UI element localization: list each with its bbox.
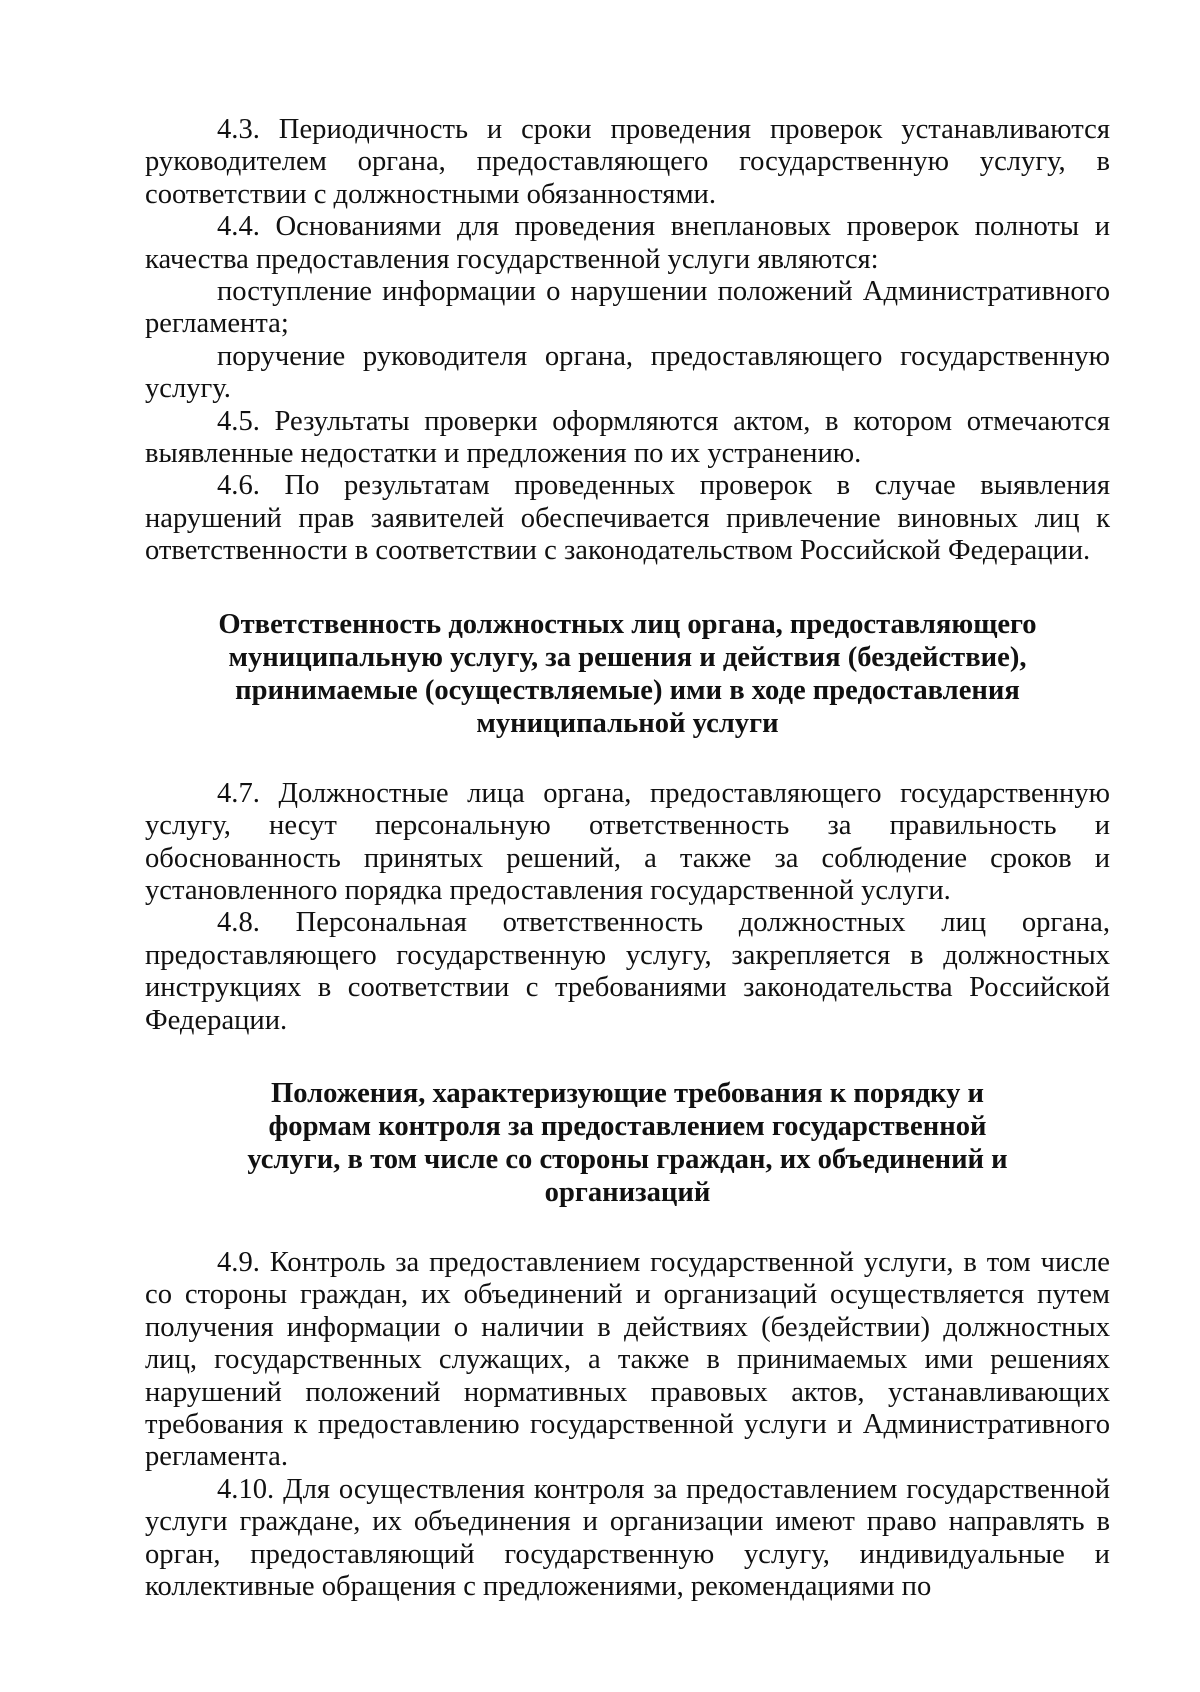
paragraph-4-5: 4.5. Результаты проверки оформляются актом, в котором отмечаются выявленные недостатки и предложения по их устранению. [145,405,1110,470]
paragraph-4-9: 4.9. Контроль за предоставлением государственной услуги, в том числе со стороны граждан, их объединений и организаций осуществляется путем получения информации о наличии в действиях (бездействии) должностных лиц, государственных служащих, а также в принимаемых ими решениях нарушений положений нормативных правовых актов, устанавливающих требования к предоставлению государственной услуги и Административного регламента. [145,1246,1110,1473]
paragraph-4-7: 4.7. Должностные лица органа, предоставляющего государственную услугу, несут персональную ответственность за правильность и обоснованность принятых решений, а также за соблюдение сроков и установленного порядка предоставления государственной услуги. [145,777,1110,906]
document-page [145,114,1110,1603]
paragraph-4-10: 4.10. Для осуществления контроля за предоставлением государственной услуги граждане, их объединения и организации имеют право направлять в орган, предоставляющий государственную услугу, индивидуальные и коллективные обращения с предложениями, рекомендациями по [145,1473,1110,1602]
paragraph-4-4-item-2: поручение руководителя органа, предоставляющего государственную услугу. [145,340,1110,405]
paragraph-4-6: 4.6. По результатам проведенных проверок в случае выявления нарушений прав заявителей обеспечивается привлечение виновных лиц к ответственности в соответствии с законодательством Российской Федерации. [145,470,1110,567]
section-heading-control-requirements: Положения, характеризующие требования к порядку и формам контроля за предоставлением государственной услуги, в том числе со стороны граждан, их объединений и организаций [247,1077,1008,1208]
paragraph-4-8: 4.8. Персональная ответственность должностных лиц органа, предоставляющего государственную услугу, закрепляется в должностных инструкциях в соответствии с требованиями законодательства Российской Федерации. [145,907,1110,1036]
section-heading-responsibility: Ответственность должностных лиц органа, предоставляющего муниципальную услугу, за решения и действия (бездействие), принимаемые (осуществляемые) ими в ходе предоставления муниципальной услуги [218,608,1037,739]
paragraph-4-4: 4.4. Основаниями для проведения внеплановых проверок полноты и качества предоставления государственной услуги являются: [145,211,1110,275]
paragraph-4-4-item-1: поступление информации о нарушении положений Административного регламента; [145,276,1110,340]
paragraph-4-3: 4.3. Периодичность и сроки проведения проверок устанавливаются руководителем органа, предоставляющего государственную услугу, в соответствии с должностными обязанностями. [145,114,1110,210]
